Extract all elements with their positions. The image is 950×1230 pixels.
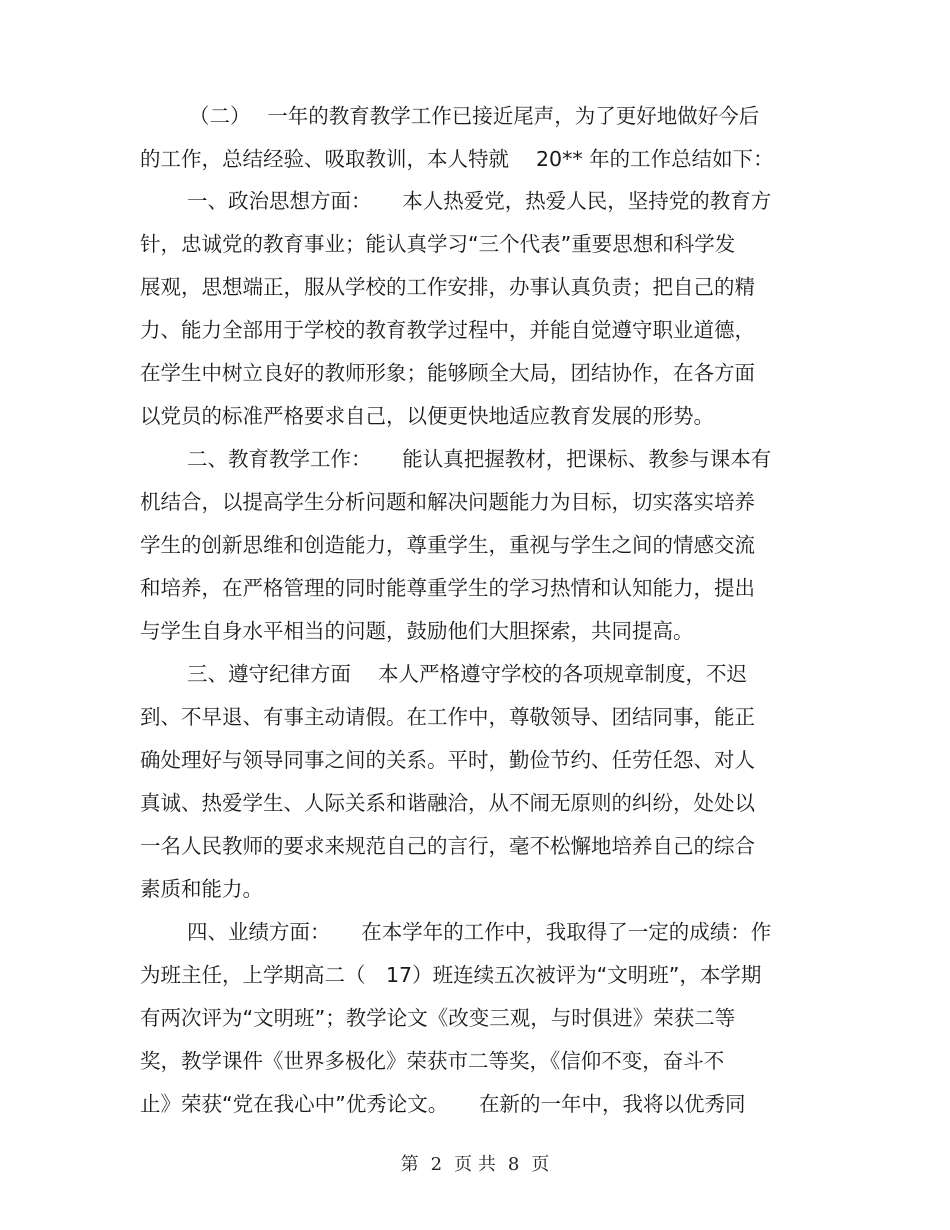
footer-mid: 页 共: [454, 1154, 496, 1175]
text-line: 确处理好与领导同事之间的关系。平时，勤俭节约、任劳任怨、对人: [140, 748, 755, 772]
footer-prefix: 第: [400, 1154, 419, 1175]
text-line: 到、不早退、有事主动请假。在工作中，尊敬领导、团结同事，能正: [140, 705, 755, 729]
text-line: 在学生中树立良好的教师形象；能够顾全大局，团结协作，在各方面: [140, 361, 755, 385]
text-line: 素质和能力。: [140, 877, 263, 901]
text-line: 的工作，总结经验、吸取教训，本人特就 20** 年的工作总结如下：: [140, 147, 774, 171]
text-line: 止》荣获“党在我心中”优秀论文。 在新的一年中，我将以优秀同: [140, 1092, 746, 1116]
text-line: 学生的创新思维和创造能力，尊重学生，重视与学生之间的情感交流: [140, 533, 755, 557]
text-line: 真诚、热爱学生、人际关系和谐融洽，从不闹无原则的纠纷，处处以: [140, 791, 755, 815]
text-line: 针，忠诚党的教育事业；能认真学习“三个代表”重要思想和科学发: [140, 232, 736, 256]
text-line: 一名人民教师的要求来规范自己的言行，毫不松懈地培养自己的综合: [140, 834, 755, 858]
footer-suffix: 页: [531, 1154, 550, 1175]
text-line: （二） 一年的教育教学工作已接近尾声，为了更好地做好今后: [189, 104, 760, 128]
total-page-number: 8: [507, 1154, 520, 1175]
text-line: 和培养，在严格管理的同时能尊重学生的学习热情和认知能力，提出: [140, 576, 755, 600]
text-line: 展观，思想端正，服从学校的工作安排，办事认真负责；把自己的精: [140, 275, 755, 299]
text-line: 四、业绩方面： 在本学年的工作中，我取得了一定的成绩：作: [187, 920, 772, 944]
current-page-number: 2: [430, 1154, 443, 1175]
text-line: 三、遵守纪律方面 本人严格遵守学校的各项规章制度，不迟: [187, 662, 748, 686]
text-line: 力、能力全部用于学校的教育教学过程中，并能自觉遵守职业道德，: [140, 318, 755, 342]
text-line: 二、教育教学工作： 能认真把握教材，把课标、教参与课本有: [187, 447, 772, 471]
text-line: 机结合，以提高学生分析问题和解决问题能力为目标，切实落实培养: [140, 490, 755, 514]
text-line: 与学生自身水平相当的问题，鼓励他们大胆探索，共同提高。: [140, 619, 694, 643]
text-line: 以党员的标准严格要求自己，以便更快地适应教育发展的形势。: [140, 404, 714, 428]
page-footer: [0, 1150, 950, 1176]
text-line: 奖，教学课件《世界多极化》荣获市二等奖，《信仰不变，奋斗不: [140, 1049, 725, 1073]
text-line: 有两次评为“文明班”；教学论文《改变三观，与时俱进》荣获二等: [140, 1006, 736, 1030]
text-line: 一、政治思想方面： 本人热爱党，热爱人民，坚持党的教育方: [187, 189, 772, 213]
text-line: 为班主任，上学期高二（ 17）班连续五次被评为“文明班”，本学期: [140, 963, 762, 987]
